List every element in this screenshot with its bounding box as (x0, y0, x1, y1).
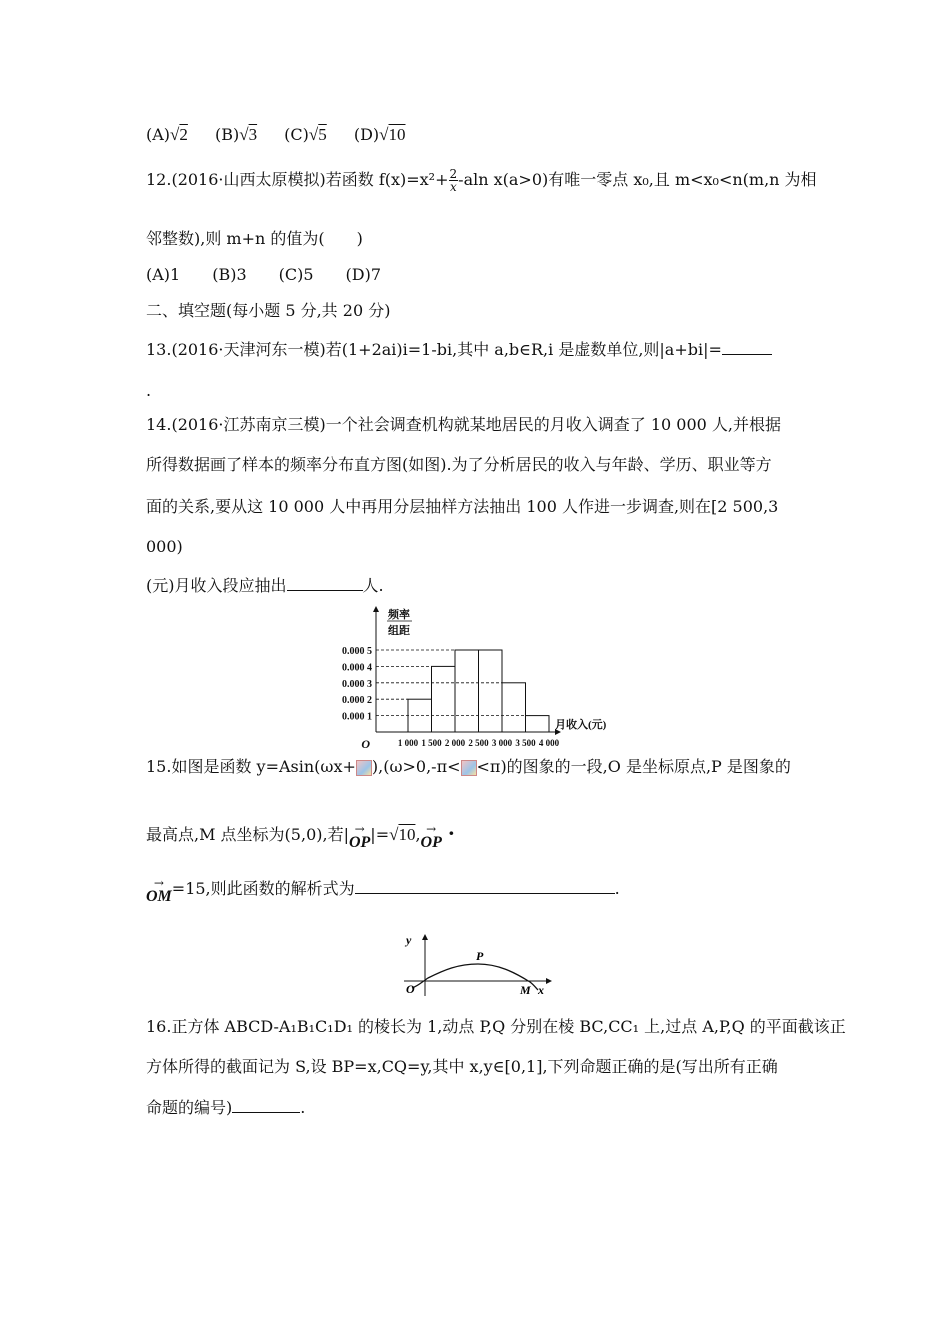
histogram-bar (432, 666, 456, 732)
q15-comma: , (415, 825, 421, 844)
origin-label: O (406, 982, 415, 996)
frac-denominator: x (449, 180, 457, 194)
q15-line2 (146, 818, 455, 850)
q16-answer-blank[interactable] (232, 1096, 300, 1113)
x-tick-label: 4 000 (538, 738, 560, 748)
vector-op-2: → OP (420, 821, 442, 851)
x-tick-label: 3 000 (491, 738, 513, 748)
dot-product: · (447, 821, 455, 845)
point-m-label: M (520, 983, 531, 997)
q16-line2: 方体所得的截面记为 S,设 BP=x,CQ=y,其中 x,y∈[0,1],下列命题正确的是(写出所有正确 (146, 1057, 778, 1076)
phi-image-icon (461, 760, 477, 776)
y-tick-label: 0.000 4 (342, 662, 372, 674)
q15-text-3: =15,则此函数的解析式为 (171, 879, 355, 898)
q12-fraction (449, 168, 459, 193)
histogram-chart (330, 604, 630, 750)
q14-answer-blank[interactable] (287, 574, 363, 591)
option-c-sqrt: √5 (308, 125, 327, 144)
q13-period: . (146, 381, 152, 400)
option-d-label: (D) (353, 125, 380, 144)
q15-text-b2: |= (370, 825, 390, 844)
q12-text-post: -aln x(a>0)有唯一零点 x₀,且 m<x₀<n(m,n 为相 (458, 170, 817, 189)
q15-text-a: 15.如图是函数 y=Asin(ωx+ (146, 757, 356, 776)
frac-numerator: 2 (449, 167, 458, 181)
histogram-bar (502, 683, 526, 732)
q14-line3: 面的关系,要从这 10 000 人中再用分层抽样方法抽出 100 人作进一步调查,则在[2 500,3 (146, 497, 779, 516)
x-label: x (538, 983, 544, 997)
q12-options: (A)1 (B)3 (C)5 (D)7 (146, 265, 382, 284)
y-tick-label: 0.000 2 (342, 695, 372, 707)
vector-op: → OP (348, 821, 371, 851)
x-tick-label: 1 000 (397, 738, 419, 748)
y-tick-label: 0.000 1 (342, 711, 372, 723)
section-heading: 二、填空题(每小题 5 分,共 20 分) (146, 301, 391, 320)
q15-period: . (614, 879, 620, 898)
origin-label: O (361, 737, 370, 750)
q13-line (146, 338, 772, 361)
q12-line2: 邻整数),则 m+n 的值为( ) (146, 229, 363, 248)
y-tick-label: 0.000 5 (342, 646, 372, 657)
q16-line1: 16.正方体 ABCD-A₁B₁C₁D₁ 的棱长为 1,动点 P,Q 分别在棱 BC,CC₁ 上,过点 A,P,Q 的平面截该正 (146, 1017, 846, 1036)
q14-text-pre: (元)月收入段应抽出 (146, 576, 287, 595)
y-axis-title-bottom: 组距 (388, 625, 410, 637)
option-d-sqrt: √10 (379, 125, 406, 144)
y-axis-title-top: 频率 (388, 609, 410, 621)
sqrt-ten: √10 (389, 825, 416, 844)
point-p-label: P (476, 949, 484, 963)
q14-text-post: 人. (362, 576, 384, 595)
q12-line1 (146, 168, 817, 193)
q15-text-b: ),(ω>0,-π< (371, 757, 461, 776)
q15-line1 (146, 756, 791, 778)
option-c-label: (C) (284, 125, 309, 144)
y-label: y (406, 933, 412, 947)
q13-answer-blank[interactable] (722, 338, 772, 355)
x-axis-title: 月收入(元) (555, 719, 607, 731)
x-tick-label: 3 500 (515, 738, 536, 748)
q14-line4: 000) (146, 537, 183, 556)
q14-line5 (146, 574, 384, 597)
y-axis-arrow (373, 606, 379, 612)
option-a-sqrt: √2 (170, 125, 188, 144)
phi-image-icon (356, 760, 372, 776)
q12-text-pre: 12.(2016·山西太原模拟)若函数 f(x)=x²+ (146, 170, 449, 189)
histogram-bar (526, 716, 550, 732)
histogram-bar (455, 650, 479, 732)
q16-line3 (146, 1096, 305, 1119)
option-b-sqrt: √3 (239, 125, 258, 144)
y-tick-label: 0.000 3 (342, 678, 372, 690)
histogram-bar (479, 650, 503, 732)
x-axis-arrow (546, 978, 552, 984)
x-tick-label: 1 500 (421, 738, 442, 748)
option-a-label: (A) (146, 125, 171, 144)
y-axis-arrow (422, 934, 428, 940)
q13-text: 13.(2016·天津河东一模)若(1+2ai)i=1-bi,其中 a,b∈R,i 是虚数单位,则|a+bi|= (146, 340, 722, 359)
q15-text-c: <π)的图象的一段,O 是坐标原点,P 是图象的 (476, 757, 791, 776)
x-tick-label: 2 500 (468, 738, 489, 748)
q14-line1: 14.(2016·江苏南京三模)一个社会调查机构就某地居民的月收入调查了 10 000 人,并根据 (146, 415, 781, 434)
option-b-label: (B) (214, 125, 240, 144)
q11-options (146, 124, 406, 146)
x-tick-label: 2 000 (444, 738, 466, 748)
sine-graph (398, 930, 558, 1000)
q16-text-pre: 命题的编号) (146, 1098, 233, 1117)
vector-om: → OM (146, 875, 172, 905)
q14-line2: 所得数据画了样本的频率分布直方图(如图).为了分析居民的收入与年龄、学历、职业等方 (146, 455, 772, 474)
q15-line3 (146, 874, 620, 904)
q15-text-a2: 最高点,M 点坐标为(5,0),若| (146, 825, 349, 844)
q16-period: . (300, 1098, 306, 1117)
q15-answer-blank[interactable] (355, 877, 615, 894)
